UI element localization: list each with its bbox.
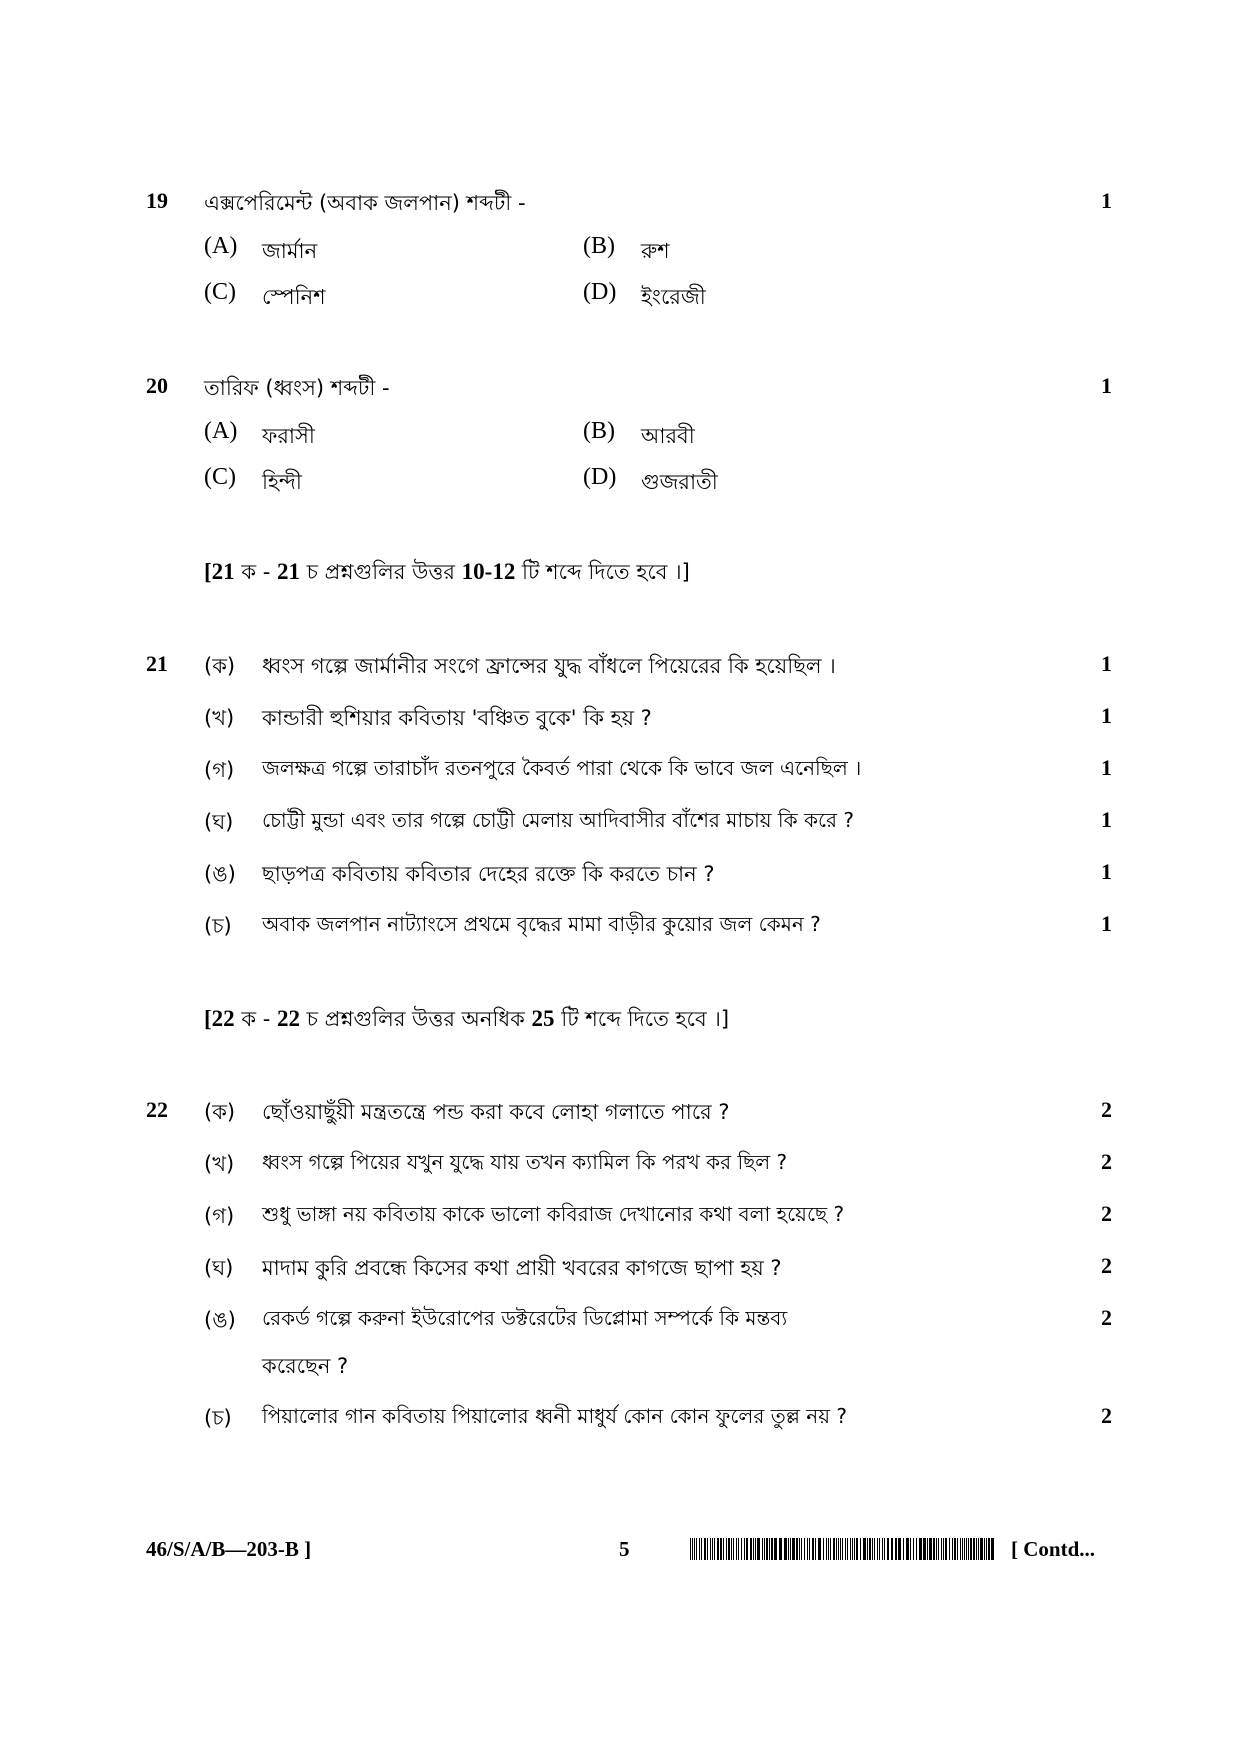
barcode-bar: [941, 1538, 942, 1560]
option-letter: (C): [204, 279, 236, 305]
barcode-bar: [840, 1538, 841, 1560]
sub-question-label: (চ): [204, 914, 232, 938]
barcode-bar: [836, 1538, 837, 1560]
barcode-bar: [970, 1538, 972, 1560]
question-number: 19: [146, 188, 168, 213]
barcode-icon: [690, 1538, 1000, 1560]
sub-question-label: (ক): [204, 1100, 236, 1124]
question-mark: 2: [1101, 1403, 1112, 1428]
barcode-bar: [799, 1538, 800, 1560]
question-number: 21: [146, 651, 168, 676]
barcode-bar: [943, 1538, 944, 1560]
question-mark: 2: [1101, 1305, 1112, 1330]
barcode-bar: [823, 1538, 824, 1560]
question-mark: 2: [1101, 1253, 1112, 1278]
barcode-bar: [872, 1538, 873, 1560]
barcode-bar: [938, 1538, 939, 1560]
question-mark: 1: [1101, 807, 1112, 832]
sub-question-text: জলক্ষত্র গল্পে তারাচাঁদ রতনপুরে কৈবর্ত পারা থেকে কি ভাবে জল এনেছিল ।: [262, 756, 862, 780]
barcode-bar: [936, 1538, 937, 1560]
barcode-bar: [879, 1538, 880, 1560]
sub-question-text: ছাড়পত্র কবিতায় কবিতার দেহের রক্তে কি করতে চান ?: [262, 862, 715, 886]
barcode-bar: [733, 1538, 734, 1560]
barcode-bar: [728, 1538, 730, 1560]
barcode-bar: [784, 1538, 787, 1560]
option-text: হিন্দী: [262, 470, 302, 494]
barcode-bar: [762, 1538, 763, 1560]
barcode-bar: [818, 1538, 821, 1560]
barcode-bar: [964, 1538, 965, 1560]
barcode-bar: [812, 1538, 814, 1560]
barcode-bar: [927, 1538, 928, 1560]
sub-question-text: ছোঁওয়াছুঁয়ী মন্ত্রতন্ত্রে পন্ড করা কবে লোহা গলাতে পারে ?: [262, 1100, 730, 1124]
question-number: 22: [146, 1097, 168, 1122]
sub-question-text: পিয়ালোর গান কবিতায় পিয়ালোর ধ্বনী মাধুর্য কোন কোন ফুলের তুল্ল নয় ?: [262, 1404, 847, 1428]
sub-question-label: (ঘ): [204, 810, 234, 834]
barcode-bar: [887, 1538, 889, 1560]
barcode-bar: [741, 1538, 742, 1560]
barcode-bar: [809, 1538, 810, 1560]
barcode-bar: [952, 1538, 953, 1560]
barcode-bar: [701, 1538, 702, 1560]
barcode-bar: [976, 1538, 977, 1560]
barcode-bar: [984, 1538, 985, 1560]
option-text: ইংরেজী: [641, 285, 706, 309]
barcode-bar: [842, 1538, 843, 1560]
barcode-bar: [838, 1538, 839, 1560]
question-mark: 2: [1101, 1149, 1112, 1174]
sub-question-text: ধ্বংস গল্পে পিয়ের যখুন যুদ্ধে যায় তখন ক্যামিল কি পরখ কর ছিল ?: [262, 1150, 788, 1174]
option-letter: (B): [583, 418, 615, 444]
sub-question-text: শুধু ভাঙ্গা নয় কবিতায় কাকে ভালো কবিরাজ দেখানোর কথা বলা হয়েছে ?: [262, 1202, 845, 1226]
option-text: স্পেনিশ: [262, 285, 326, 309]
barcode-bar: [766, 1538, 768, 1560]
barcode-bar: [874, 1538, 875, 1560]
page-number: 5: [619, 1537, 630, 1561]
barcode-bar: [929, 1538, 932, 1560]
barcode-bar: [746, 1538, 748, 1560]
barcode-bar: [712, 1538, 713, 1560]
barcode-bar: [923, 1538, 926, 1560]
barcode-bar: [910, 1538, 911, 1560]
option-text: আরবী: [641, 424, 695, 448]
barcode-bar: [774, 1538, 777, 1560]
option-letter: (D): [583, 464, 617, 490]
barcode-bar: [960, 1538, 961, 1560]
barcode-bar: [882, 1538, 883, 1560]
contd-label: [ Contd...: [1011, 1537, 1096, 1561]
barcode-bar: [962, 1538, 963, 1560]
sub-question-text: ধ্বংস গল্পে জার্মানীর সংগে ফ্রান্সের যুদ্ধ বাঁধলে পিয়েরের কি হয়েছিল ।: [262, 654, 836, 678]
barcode-bar: [826, 1538, 827, 1560]
barcode-bar: [804, 1538, 805, 1560]
barcode-bar: [757, 1538, 760, 1560]
barcode-bar: [720, 1538, 722, 1560]
barcode-bar: [736, 1538, 737, 1560]
sub-question-label: (খ): [204, 706, 235, 730]
barcode-bar: [690, 1538, 691, 1560]
barcode-bar: [707, 1538, 708, 1560]
section-instruction: [22 ক - 22 চ প্রশ্নগুলির উত্তর অনধিক 25 টি শব্দে দিতে হবে ।]: [204, 1006, 730, 1031]
sub-question-label: (গ): [204, 758, 235, 782]
question-text: এক্সপেরিমেন্ট (অবাক জলপান) শব্দটী -: [204, 191, 526, 215]
barcode-bar: [717, 1538, 719, 1560]
barcode-bar: [919, 1538, 922, 1560]
barcode-bar: [714, 1538, 715, 1560]
sub-question-label: (চ): [204, 1406, 232, 1430]
sub-question-text-continued: করেছেন ?: [262, 1354, 349, 1378]
barcode-bar: [744, 1538, 745, 1560]
option-letter: (D): [583, 279, 617, 305]
barcode-bar: [966, 1538, 967, 1560]
barcode-bar: [779, 1538, 782, 1560]
barcode-bar: [731, 1538, 732, 1560]
barcode-bar: [750, 1538, 752, 1560]
question-mark: 2: [1101, 1097, 1112, 1122]
barcode-bar: [954, 1538, 956, 1560]
barcode-bar: [796, 1538, 798, 1560]
sub-question-text: মাদাম কুরি প্রবন্ধে কিসের কথা প্রায়ী খবরের কাগজে ছাপা হয় ?: [262, 1256, 782, 1280]
sub-question-text: কান্ডারী হুশিয়ার কবিতায় 'বঞ্চিত বুকে' কি হয় ?: [262, 706, 652, 730]
barcode-bar: [771, 1538, 773, 1560]
barcode-bar: [755, 1538, 756, 1560]
sub-question-label: (গ): [204, 1204, 235, 1228]
barcode-bar: [884, 1538, 885, 1560]
barcode-bar: [863, 1538, 866, 1560]
barcode-bar: [710, 1538, 711, 1560]
question-mark: 2: [1101, 1201, 1112, 1226]
barcode-bar: [790, 1538, 791, 1560]
barcode-bar: [850, 1538, 851, 1560]
barcode-bar: [945, 1538, 947, 1560]
option-text: জার্মান: [262, 239, 318, 263]
question-mark: 1: [1101, 703, 1112, 728]
barcode-bar: [828, 1538, 829, 1560]
barcode-bar: [726, 1538, 727, 1560]
barcode-bar: [903, 1538, 904, 1560]
barcode-bar: [856, 1538, 858, 1560]
barcode-bar: [807, 1538, 808, 1560]
barcode-bar: [913, 1538, 914, 1560]
sub-question-text: রেকর্ড গল্পে করুনা ইউরোপের ডক্টরেটের ডিপ্লোমা সম্পর্কে কি মন্তব্য: [262, 1306, 788, 1330]
barcode-bar: [877, 1538, 878, 1560]
option-letter: (A): [204, 233, 238, 259]
sub-question-label: (ঙ): [204, 1308, 236, 1332]
barcode-bar: [898, 1538, 901, 1560]
barcode-bar: [891, 1538, 893, 1560]
question-number: 20: [146, 373, 168, 398]
option-letter: (B): [583, 233, 615, 259]
question-text: তারিফ (ধ্বংস) শব্দটী -: [204, 376, 390, 400]
barcode-bar: [986, 1538, 987, 1560]
barcode-bar: [723, 1538, 724, 1560]
question-mark: 1: [1101, 755, 1112, 780]
barcode-bar: [833, 1538, 835, 1560]
barcode-bar: [830, 1538, 831, 1560]
sub-question-label: (ঙ): [204, 862, 236, 886]
barcode-bar: [694, 1538, 695, 1560]
barcode-bar: [916, 1538, 917, 1560]
barcode-bar: [867, 1538, 868, 1560]
barcode-bar: [764, 1538, 765, 1560]
barcode-bar: [769, 1538, 770, 1560]
sub-question-text: অবাক জলপান নাট্যাংসে প্রথমে বৃদ্ধের মামা বাড়ীর কুয়োর জল কেমন ?: [262, 912, 821, 936]
section-instruction: [21 ক - 21 চ প্রশ্নগুলির উত্তর 10-12 টি শব্দে দিতে হবে ।]: [204, 559, 690, 584]
barcode-bar: [815, 1538, 816, 1560]
barcode-bar: [957, 1538, 958, 1560]
barcode-bar: [696, 1538, 697, 1560]
barcode-bar: [949, 1538, 950, 1560]
barcode-bar: [973, 1538, 975, 1560]
barcode-bar: [895, 1538, 897, 1560]
barcode-bar: [860, 1538, 861, 1560]
question-mark: 1: [1101, 859, 1112, 884]
barcode-bar: [788, 1538, 789, 1560]
barcode-bar: [933, 1538, 935, 1560]
paper-code: 46/S/A/B—203-B ]: [146, 1537, 312, 1561]
barcode-bar: [968, 1538, 969, 1560]
barcode-bar: [988, 1538, 990, 1560]
barcode-bar: [753, 1538, 754, 1560]
barcode-bar: [801, 1538, 802, 1560]
sub-question-label: (ক): [204, 654, 236, 678]
barcode-bar: [704, 1538, 706, 1560]
question-mark: 1: [1101, 188, 1112, 213]
barcode-bar: [991, 1538, 994, 1560]
option-text: গুজরাতী: [641, 470, 718, 494]
barcode-bar: [906, 1538, 909, 1560]
option-letter: (A): [204, 418, 238, 444]
barcode-bar: [847, 1538, 848, 1560]
barcode-bar: [978, 1538, 979, 1560]
barcode-bar: [852, 1538, 853, 1560]
question-mark: 1: [1101, 651, 1112, 676]
sub-question-label: (ঘ): [204, 1256, 234, 1280]
question-mark: 1: [1101, 911, 1112, 936]
option-text: রুশ: [641, 239, 670, 263]
barcode-bar: [792, 1538, 795, 1560]
option-letter: (C): [204, 464, 236, 490]
barcode-bar: [845, 1538, 846, 1560]
barcode-bar: [869, 1538, 871, 1560]
sub-question-text: চোট্টী মুন্ডা এবং তার গল্পে চোট্টী মেলায় আদিবাসীর বাঁশের মাচায় কি করে ?: [262, 808, 855, 832]
question-mark: 1: [1101, 373, 1112, 398]
barcode-bar: [699, 1538, 700, 1560]
barcode-bar: [692, 1538, 693, 1560]
barcode-bar: [980, 1538, 983, 1560]
barcode-bar: [854, 1538, 855, 1560]
barcode-bar: [738, 1538, 739, 1560]
option-text: ফরাসী: [262, 424, 315, 448]
sub-question-label: (খ): [204, 1152, 235, 1176]
